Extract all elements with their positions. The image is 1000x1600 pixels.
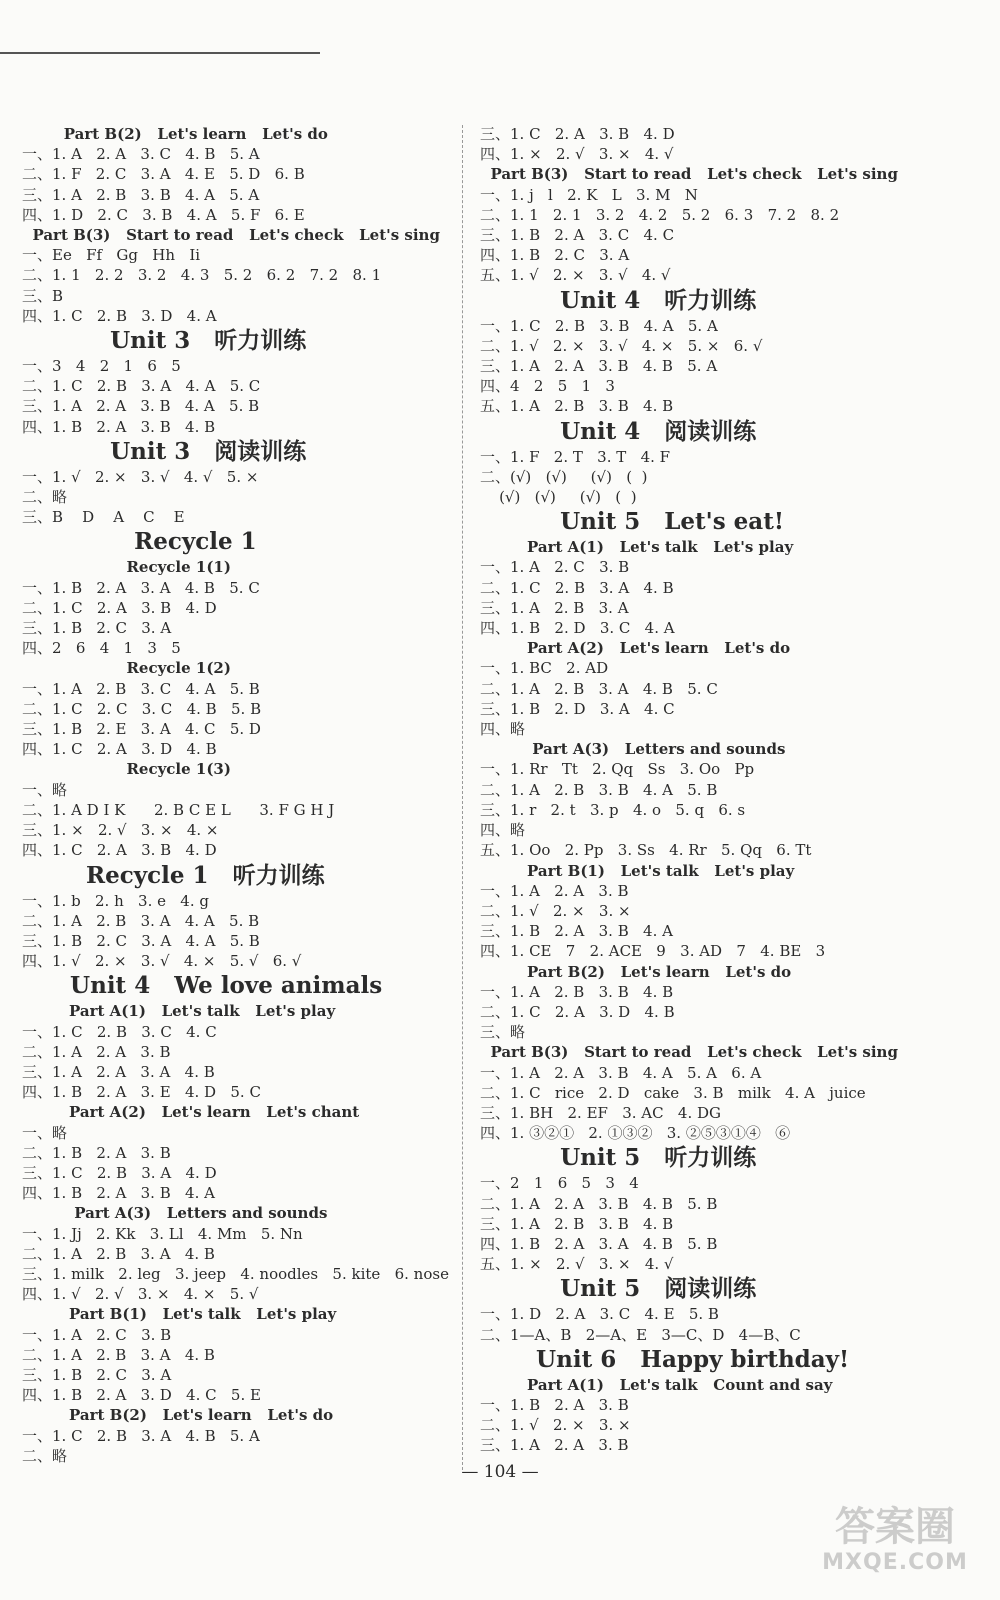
answer-line: 五、1. Oo 2. Pp 3. Ss 4. Rr 5. Qq 6. Tt [480,841,812,860]
section-heading: Unit 4 听力训练 [480,286,757,314]
answer-line: 四、1. C 2. B 3. D 4. A [22,306,217,325]
section-subheading: Part B(2) Let's learn Let's do [22,1406,334,1425]
answer-line: 四、2 6 4 1 3 5 [22,639,181,658]
answer-line: 四、1. C 2. A 3. D 4. B [22,740,217,759]
answer-line: 三、略 [480,1023,526,1042]
answer-line: 四、1. C 2. A 3. B 4. D [22,841,217,860]
answer-line: 三、1. B 2. C 3. A 4. A 5. B [22,931,260,950]
answer-line: 四、1. B 2. A 3. B 4. A [22,1184,215,1203]
answer-line: 四、略 [480,821,526,840]
page-number: — 104 — [461,1462,539,1482]
answer-line: 一、1. Rr Tt 2. Qq Ss 3. Oo Pp [480,760,755,779]
answer-line: 二、1. C 2. B 3. A 4. A 5. C [22,377,261,396]
answer-line: 一、1. C 2. B 3. A 4. B 5. A [22,1426,260,1445]
answer-line: 二、1. C 2. A 3. D 4. B [480,1002,675,1021]
answer-line: 三、1. B 2. A 3. B 4. A [480,922,673,941]
right-column [480,124,980,1456]
section-heading: Unit 5 阅读训练 [480,1275,757,1303]
answer-line: 二、1. A 2. A 3. B [22,1042,171,1061]
section-subheading: Part B(2) Let's learn Let's do [22,125,328,143]
answer-line: 二、1. √ 2. × 3. × [480,901,631,920]
answer-line: 二、1. A 2. B 3. A 4. B [22,1244,215,1263]
section-subheading: Part A(2) Let's learn Let's chant [22,1103,360,1122]
answer-line: 二、1. C 2. A 3. B 4. D [22,598,217,617]
answer-line: 四、1. B 2. A 3. D 4. C 5. E [22,1386,261,1405]
section-heading: Unit 6 Happy birthday! [480,1345,850,1373]
watermark-bottom: MXQE.COM [822,1550,968,1575]
answer-line: 二、略 [22,1446,68,1465]
section-subheading: Part A(1) Let's talk Count and say [480,1375,833,1394]
answer-line: 三、1. A 2. B 3. B 4. B [480,1214,674,1233]
answer-line: 一、1. C 2. B 3. C 4. C [22,1022,217,1041]
section-subheading: Part B(2) Let's learn Let's do [480,962,792,981]
section-subheading: Part A(3) Letters and sounds [22,1204,328,1223]
section-subheading: Recycle 1(1) [22,558,231,577]
section-subheading: Part A(3) Letters and sounds [480,740,786,759]
answer-line: 一、1. A 2. C 3. B [480,558,630,577]
answer-line: 二、1. C 2. B 3. A 4. B [480,578,674,597]
answer-line: 四、4 2 5 1 3 [480,377,615,396]
section-heading: Unit 3 听力训练 [22,327,307,355]
answer-line: 三、1. C 2. B 3. A 4. D [22,1163,217,1182]
answer-line: 二、1. F 2. C 3. A 4. E 5. D 6. B [22,165,305,184]
answer-line: 四、1. √ 2. × 3. √ 4. × 5. √ 6. √ [22,952,302,971]
section-heading: Unit 4 阅读训练 [480,417,757,445]
answer-line: 二、1—A、B 2—A、E 3—C、D 4—B、C [480,1325,801,1344]
section-subheading: Part A(1) Let's talk Let's play [480,538,794,557]
answer-line: 一、1. A 2. C 3. B [22,1325,172,1344]
answer-line: 二、1. A 2. B 3. A 4. B 5. C [480,679,718,698]
answer-line: 一、1. A 2. A 3. C 4. B 5. A [22,145,260,164]
answer-line: 一、1. A 2. A 3. B 4. A 5. A 6. A [480,1063,762,1082]
section-subheading: Recycle 1(3) [22,760,231,779]
answer-line: 二、1. 1 2. 1 3. 2 4. 2 5. 2 6. 3 7. 2 8. 2 [480,205,840,224]
section-heading: Unit 3 阅读训练 [22,437,307,465]
section-heading: Unit 4 We love animals [22,972,383,1000]
left-column [22,124,452,1466]
answer-line: 五、1. √ 2. × 3. √ 4. √ [480,266,671,285]
answer-line: 三、1. A 2. A 3. B 4. A 5. B [22,397,260,416]
answer-line: 四、1. CE 7 2. ACE 9 3. AD 7 4. BE 3 [480,942,826,961]
answer-line: 四、1. B 2. D 3. C 4. A [480,619,675,638]
answer-line: 三、B [22,286,64,305]
answer-line: 二、1. √ 2. × 3. √ 4. × 5. × 6. √ [480,336,763,355]
answer-line: 三、1. A 2. A 3. B 4. B 5. A [480,357,718,376]
answer-line: 一、1. j l 2. K L 3. M N [480,185,698,204]
answer-line: 二、1. A 2. A 3. B 4. B 5. B [480,1194,718,1213]
top-rule [0,52,320,54]
answer-line: 二、1. B 2. A 3. B [22,1143,171,1162]
answer-line: 三、1. × 2. √ 3. × 4. × [22,821,219,840]
answer-line: 三、1. C 2. A 3. B 4. D [480,125,675,143]
watermark-logo [810,1504,980,1592]
answer-line: 三、1. A 2. A 3. A 4. B [22,1062,215,1081]
answer-line: 一、1. B 2. A 3. B [480,1395,629,1414]
section-heading: Recycle 1 [22,528,257,556]
answer-line: 三、1. BH 2. EF 3. AC 4. DG [480,1103,722,1122]
answer-line: 四、1. D 2. C 3. B 4. A 5. F 6. E [22,205,305,224]
answer-line: 三、B D A C E [22,508,185,527]
watermark-top: 答案圈 [835,1504,955,1550]
answer-line: 四、1. B 2. A 3. A 4. B 5. B [480,1234,718,1253]
section-subheading: Part B(3) Start to read Let's check Let's sing [480,1043,898,1062]
answer-line: 三、1. B 2. A 3. C 4. C [480,226,675,245]
answer-line: 二、1. A 2. B 3. A 4. A 5. B [22,911,260,930]
section-heading: Unit 5 听力训练 [480,1144,757,1172]
answer-line: 五、1. A 2. B 3. B 4. B [480,397,674,416]
section-subheading: Part B(1) Let's talk Let's play [22,1305,337,1324]
answer-line: 三、1. B 2. D 3. A 4. C [480,699,675,718]
answer-line: 四、1. √ 2. √ 3. × 4. × 5. √ [22,1285,259,1304]
answer-line: 一、1. Jj 2. Kk 3. Ll 4. Mm 5. Nn [22,1224,303,1243]
column-divider [462,125,463,1470]
answer-line: 一、略 [22,1123,68,1142]
section-subheading: Part A(2) Let's learn Let's do [480,639,791,658]
answer-line: 一、3 4 2 1 6 5 [22,357,181,376]
answer-line: 一、1. A 2. B 3. C 4. A 5. B [22,679,260,698]
answer-line: 一、1. b 2. h 3. e 4. g [22,891,209,910]
answer-line: 三、1. B 2. E 3. A 4. C 5. D [22,720,261,739]
answer-line: 三、1. r 2. t 3. p 4. o 5. q 6. s [480,800,746,819]
answer-line: 三、1. A 2. B 3. B 4. A 5. A [22,185,260,204]
answer-line: 一、1. √ 2. × 3. √ 4. √ 5. × [22,467,259,486]
answer-line: 三、1. A 2. A 3. B [480,1436,629,1455]
answer-line: 一、2 1 6 5 3 4 [480,1174,639,1193]
answer-line: 一、1. B 2. A 3. A 4. B 5. C [22,578,260,597]
answer-line: 二、(√) (√) (√) ( ) [480,467,648,486]
section-subheading: Part B(3) Start to read Let's check Let's sing [480,165,898,184]
answer-line: 三、1. A 2. B 3. A [480,598,629,617]
answer-line: 一、1. BC 2. AD [480,659,609,678]
answer-line: 二、1. A 2. B 3. B 4. A 5. B [480,780,718,799]
answer-line: 四、1. B 2. C 3. A [480,246,630,265]
answer-line: 二、1. √ 2. × 3. × [480,1416,631,1435]
answer-line: 一、1. A 2. B 3. B 4. B [480,982,674,1001]
answer-line: 二、1. A D I K 2. B C E L 3. F G H J [22,800,335,819]
answer-line: 二、1. C 2. C 3. C 4. B 5. B [22,699,262,718]
section-subheading: Recycle 1(2) [22,659,231,678]
answer-line: 一、略 [22,780,68,799]
answer-line: 一、1. F 2. T 3. T 4. F [480,447,671,466]
answer-line: 一、1. C 2. B 3. B 4. A 5. A [480,316,718,335]
section-subheading: Part A(1) Let's talk Let's play [22,1002,336,1021]
answer-line: 三、1. milk 2. leg 3. jeep 4. noodles 5. kite 6. nose [22,1264,449,1283]
answer-line: 一、Ee Ff Gg Hh Ii [22,246,201,265]
answer-line: 四、1. × 2. √ 3. × 4. √ [480,145,674,164]
section-subheading: Part B(3) Start to read Let's check Let's sing [22,226,440,245]
answer-line: 二、1. 1 2. 2 3. 2 4. 3 5. 2 6. 2 7. 2 8. 1 [22,266,382,285]
answer-line: 二、略 [22,488,68,507]
answer-line: 三、1. B 2. C 3. A [22,619,172,638]
answer-line: 二、1. C rice 2. D cake 3. B milk 4. A juice [480,1083,866,1102]
answer-line: 四、1. B 2. A 3. E 4. D 5. C [22,1083,261,1102]
answer-line: 三、1. B 2. C 3. A [22,1365,172,1384]
answer-line: 一、1. A 2. A 3. B [480,881,629,900]
section-heading: Unit 5 Let's eat! [480,508,784,536]
answer-line: 五、1. × 2. √ 3. × 4. √ [480,1255,674,1274]
answer-line: 四、1. ③②① 2. ①③② 3. ②⑤③①④ ⑥ [480,1124,791,1143]
answer-line: 四、略 [480,720,526,739]
section-subheading: Part B(1) Let's talk Let's play [480,861,795,880]
answer-line: 二、1. A 2. B 3. A 4. B [22,1345,215,1364]
answer-line: 一、1. D 2. A 3. C 4. E 5. B [480,1305,719,1324]
answer-line: 四、1. B 2. A 3. B 4. B [22,417,216,436]
section-heading: Recycle 1 听力训练 [22,861,325,889]
answer-line: (√) (√) (√) ( ) [480,488,637,507]
